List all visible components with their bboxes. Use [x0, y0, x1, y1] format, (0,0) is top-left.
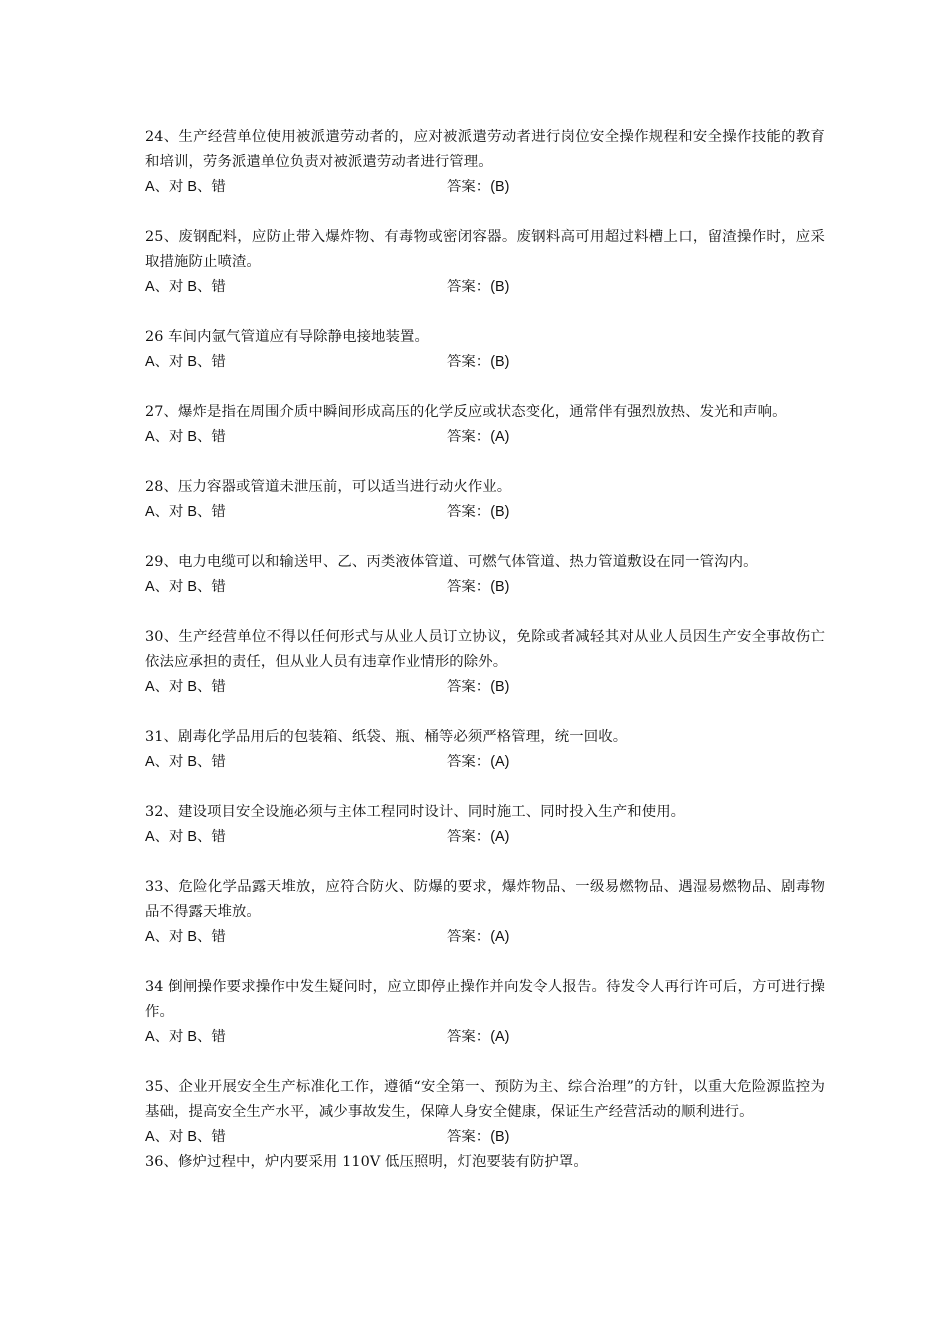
question-28: [145, 475, 825, 525]
answer-value: (A): [490, 829, 510, 845]
answer-value: (B): [490, 579, 510, 595]
question-31: [145, 725, 825, 775]
answer-text: [447, 925, 509, 950]
options-text: A、对 B、错: [145, 354, 226, 370]
document-page: [145, 125, 825, 1175]
answer-line: [145, 500, 825, 525]
question-text: 33、危险化学品露天堆放，应符合防火、防爆的要求，爆炸物品、一级易燃物品、遇湿易燃物品、剧毒物品不得露天堆放。: [145, 879, 825, 920]
answer-text: [447, 175, 509, 200]
options-text: A、对 B、错: [145, 929, 226, 945]
question-text: 27、爆炸是指在周围介质中瞬间形成高压的化学反应或状态变化，通常伴有强烈放热、发光和声响。: [145, 404, 787, 420]
answer-value: (A): [490, 929, 510, 945]
answer-label: 答案：: [447, 429, 491, 445]
question-text: 24、生产经营单位使用被派遣劳动者的，应对被派遣劳动者进行岗位安全操作规程和安全操作技能的教育和培训，劳务派遣单位负责对被派遣劳动者进行管理。: [145, 129, 825, 170]
answer-label: 答案：: [447, 579, 491, 595]
question-text: 30、生产经营单位不得以任何形式与从业人员订立协议，免除或者减轻其对从业人员因生产安全事故伤亡依法应承担的责任，但从业人员有违章作业情形的除外。: [145, 629, 825, 670]
question-text: 35、企业开展安全生产标准化工作，遵循“安全第一、预防为主、综合治理”的方针，以重大危险源监控为基础，提高安全生产水平，减少事故发生，保障人身安全健康，保证生产经营活动的顺利进行。: [145, 1079, 825, 1120]
options-text: A、对 B、错: [145, 1029, 226, 1045]
answer-value: (B): [490, 354, 510, 370]
options-text: A、对 B、错: [145, 504, 226, 520]
answer-line: [145, 675, 825, 700]
answer-value: (B): [490, 279, 510, 295]
answer-line: [145, 575, 825, 600]
answer-label: 答案：: [447, 929, 491, 945]
answer-text: [447, 500, 509, 525]
question-text: 31、剧毒化学品用后的包装箱、纸袋、瓶、桶等必须严格管理，统一回收。: [145, 729, 628, 745]
answer-text: [447, 825, 509, 850]
answer-label: 答案：: [447, 1029, 491, 1045]
answer-line: [145, 425, 825, 450]
answer-value: (B): [490, 179, 510, 195]
options-text: A、对 B、错: [145, 579, 226, 595]
options-text: A、对 B、错: [145, 279, 226, 295]
question-text: 25、废钢配料，应防止带入爆炸物、有毒物或密闭容器。废钢料高可用超过料槽上口，留渣操作时，应采取措施防止喷渣。: [145, 229, 825, 270]
question-35: [145, 1075, 825, 1150]
question-text: 26 车间内氩气管道应有导除静电接地装置。: [145, 329, 430, 345]
question-text: 29、电力电缆可以和输送甲、乙、丙类液体管道、可燃气体管道、热力管道敷设在同一管沟内。: [145, 554, 758, 570]
answer-text: [447, 350, 509, 375]
answer-value: (A): [490, 429, 510, 445]
answer-text: [447, 425, 509, 450]
options-text: A、对 B、错: [145, 429, 226, 445]
question-24: [145, 125, 825, 200]
answer-value: (A): [490, 754, 510, 770]
answer-label: 答案：: [447, 679, 491, 695]
answer-text: [447, 1125, 509, 1150]
options-text: A、对 B、错: [145, 1129, 226, 1145]
question-text: 32、建设项目安全设施必须与主体工程同时设计、同时施工、同时投入生产和使用。: [145, 804, 686, 820]
answer-label: 答案：: [447, 279, 491, 295]
answer-line: [145, 1025, 825, 1050]
answer-label: 答案：: [447, 1129, 491, 1145]
question-26: [145, 325, 825, 375]
question-32: [145, 800, 825, 850]
question-36: [145, 1150, 825, 1175]
answer-value: (B): [490, 679, 510, 695]
answer-label: 答案：: [447, 179, 491, 195]
options-text: A、对 B、错: [145, 179, 226, 195]
options-text: A、对 B、错: [145, 829, 226, 845]
answer-text: [447, 275, 509, 300]
answer-line: [145, 750, 825, 775]
answer-label: 答案：: [447, 754, 491, 770]
answer-line: [145, 275, 825, 300]
question-text: 28、压力容器或管道未泄压前，可以适当进行动火作业。: [145, 479, 512, 495]
answer-label: 答案：: [447, 504, 491, 520]
question-text: 34 倒闸操作要求操作中发生疑问时，应立即停止操作并向发令人报告。待发令人再行许可后，方可进行操作。: [145, 979, 825, 1020]
answer-text: [447, 675, 509, 700]
question-34: [145, 975, 825, 1050]
answer-line: [145, 175, 825, 200]
answer-value: (B): [490, 504, 510, 520]
answer-value: (B): [490, 1129, 510, 1145]
options-text: A、对 B、错: [145, 679, 226, 695]
answer-text: [447, 750, 509, 775]
question-33: [145, 875, 825, 950]
answer-text: [447, 575, 509, 600]
answer-line: [145, 825, 825, 850]
question-29: [145, 550, 825, 600]
options-text: A、对 B、错: [145, 754, 226, 770]
answer-line: [145, 1125, 825, 1150]
answer-line: [145, 925, 825, 950]
answer-value: (A): [490, 1029, 510, 1045]
answer-label: 答案：: [447, 354, 491, 370]
answer-line: [145, 350, 825, 375]
question-text: 36、修炉过程中，炉内要采用 110V 低压照明，灯泡要装有防护罩。: [145, 1154, 588, 1170]
answer-text: [447, 1025, 509, 1050]
question-30: [145, 625, 825, 700]
answer-label: 答案：: [447, 829, 491, 845]
question-27: [145, 400, 825, 450]
question-25: [145, 225, 825, 300]
